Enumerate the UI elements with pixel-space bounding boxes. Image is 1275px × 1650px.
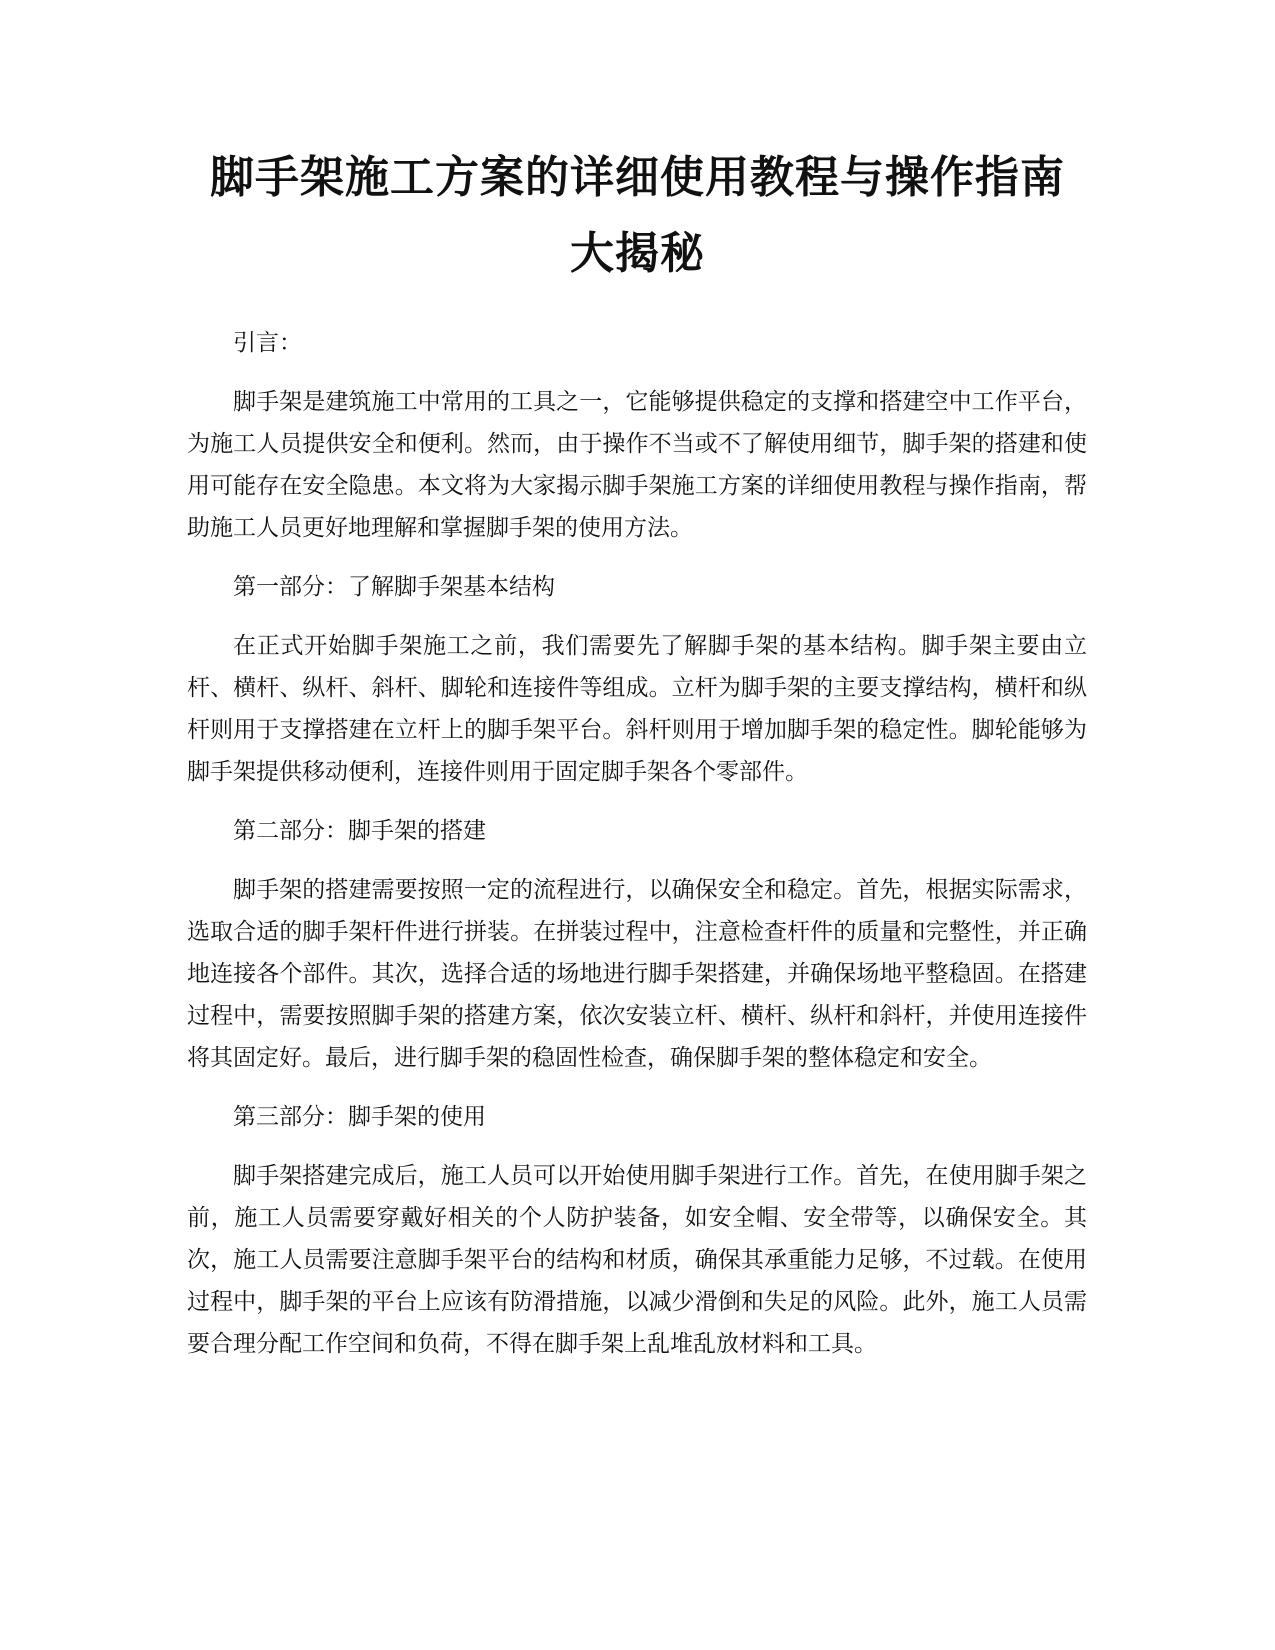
document-title — [150, 140, 1125, 292]
section-1-heading: 第一部分：了解脚手架基本结构 — [233, 574, 555, 600]
title-line-1: 脚手架施工方案的详细使用教程与操作指南 — [210, 152, 1065, 203]
section-3-heading: 第三部分：脚手架的使用 — [233, 1104, 486, 1130]
document-body — [187, 322, 1087, 1382]
section-1-paragraph: 在正式开始脚手架施工之前，我们需要先了解脚手架的基本结构。脚手架主要由立杆、横杆、纵杆、斜杆、脚轮和连接件等组成。立杆为脚手架的主要支撑结构，横杆和纵杆则用于支撑搭建在立杆上的脚手架平台。斜杆则用于增加脚手架的稳定性。脚轮能够为脚手架提供移动便利，连接件则用于固定脚手架各个零部件。 — [187, 633, 1087, 785]
intro-heading: 引言： — [233, 330, 302, 356]
section-3-paragraph: 脚手架搭建完成后，施工人员可以开始使用脚手架进行工作。首先，在使用脚手架之前，施工人员需要穿戴好相关的个人防护装备，如安全帽、安全带等，以确保安全。其次，施工人员需要注意脚手架平台的结构和材质，确保其承重能力足够，不过载。在使用过程中，脚手架的平台上应该有防滑措施，以减少滑倒和失足的风险。此外，施工人员需要合理分配工作空间和负荷，不得在脚手架上乱堆乱放材料和工具。 — [187, 1163, 1087, 1357]
section-2-heading: 第二部分：脚手架的搭建 — [233, 818, 486, 844]
section-2-paragraph: 脚手架的搭建需要按照一定的流程进行，以确保安全和稳定。首先，根据实际需求，选取合适的脚手架杆件进行拼装。在拼装过程中，注意检查杆件的质量和完整性，并正确地连接各个部件。其次，选择合适的场地进行脚手架搭建，并确保场地平整稳固。在搭建过程中，需要按照脚手架的搭建方案，依次安装立杆、横杆、纵杆和斜杆，并使用连接件将其固定好。最后，进行脚手架的稳固性检查，确保脚手架的整体稳定和安全。 — [187, 877, 1087, 1071]
title-line-2: 大揭秘 — [570, 228, 705, 279]
intro-paragraph: 脚手架是建筑施工中常用的工具之一，它能够提供稳定的支撑和搭建空中工作平台，为施工人员提供安全和便利。然而，由于操作不当或不了解使用细节，脚手架的搭建和使用可能存在安全隐患。本文将为大家揭示脚手架施工方案的详细使用教程与操作指南，帮助施工人员更好地理解和掌握脚手架的使用方法。 — [187, 389, 1087, 541]
